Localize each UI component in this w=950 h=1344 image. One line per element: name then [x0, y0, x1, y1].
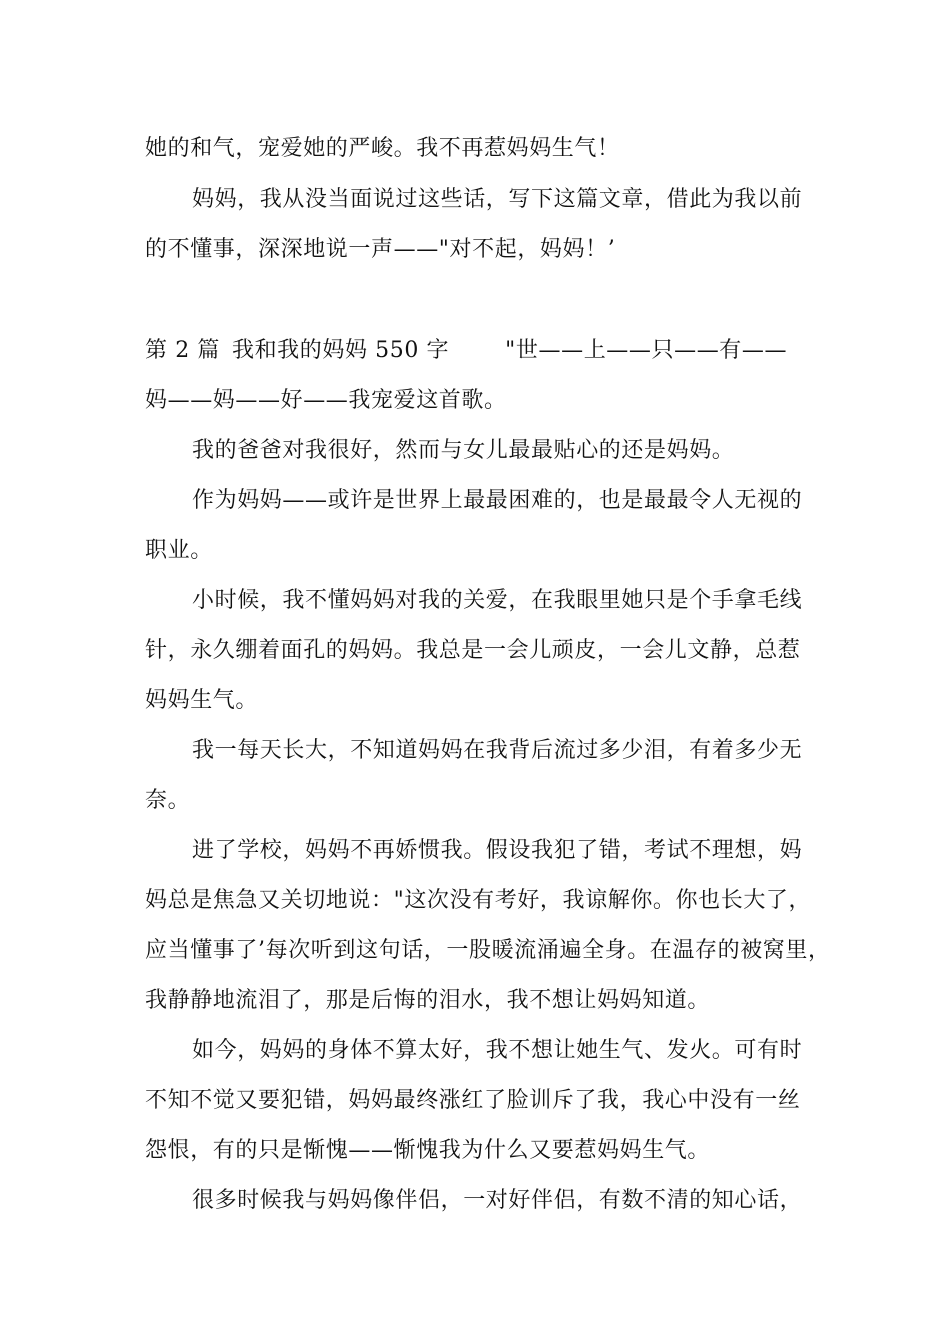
article-heading: [145, 336, 787, 366]
paragraph-line: 不知不觉又要犯错，妈妈最终涨红了脸训斥了我，我心中没有一丝: [145, 1088, 801, 1113]
paragraph-line: 进了学校，妈妈不再娇惯我。假设我犯了错，考试不理想，妈: [192, 838, 803, 863]
article-title: 我和我的妈妈 550 字: [231, 338, 450, 363]
paragraph-line: 妈妈，我从没当面说过这些话，写下这篇文章，借此为我以前: [192, 187, 803, 212]
song-quote: "世——上——只——有——: [505, 338, 788, 363]
paragraph-line: 妈妈生气。: [145, 688, 259, 713]
paragraph-line: 作为妈妈——或许是世界上最最困难的，也是最最令人无视的: [192, 488, 803, 513]
paragraph-line: 怨恨，有的只是惭愧——惭愧我为什么又要惹妈妈生气。: [145, 1138, 711, 1163]
paragraph-line: 我一每天长大，不知道妈妈在我背后流过多少泪，有着多少无: [192, 738, 803, 763]
paragraph-line: 如今，妈妈的身体不算太好，我不想让她生气、发火。可有时: [192, 1038, 803, 1063]
paragraph-line: 妈总是焦急又关切地说："这次没有考好，我谅解你。你也长大了，: [145, 888, 812, 913]
paragraph-line: 她的和气，宠爱她的严峻。我不再惹妈妈生气！: [145, 136, 620, 161]
paragraph-line: 的不懂事，深深地说一声——"对不起，妈妈！’: [145, 237, 616, 262]
paragraph-line: 很多时候我与妈妈像伴侣，一对好伴侣，有数不清的知心话，: [192, 1188, 803, 1213]
paragraph-line: 职业。: [145, 538, 213, 563]
article-number: 第 2 篇: [145, 338, 220, 363]
paragraph-line: 我的爸爸对我很好，然而与女儿最最贴心的还是妈妈。: [192, 438, 735, 463]
paragraph-line: 我静静地流泪了，那是后悔的泪水，我不想让妈妈知道。: [145, 988, 711, 1013]
paragraph-line: 奈。: [145, 788, 191, 813]
paragraph-line: 小时候，我不懂妈妈对我的关爱，在我眼里她只是个手拿毛线: [192, 588, 803, 613]
paragraph-line: 应当懂事了’每次听到这句话，一股暖流涌遍全身。在温存的被窝里，: [145, 938, 831, 963]
paragraph-line: 针，永久绷着面孔的妈妈。我总是一会儿顽皮，一会儿文静，总惹: [145, 638, 801, 663]
paragraph-line: 妈——妈——好——我宠爱这首歌。: [145, 388, 507, 413]
